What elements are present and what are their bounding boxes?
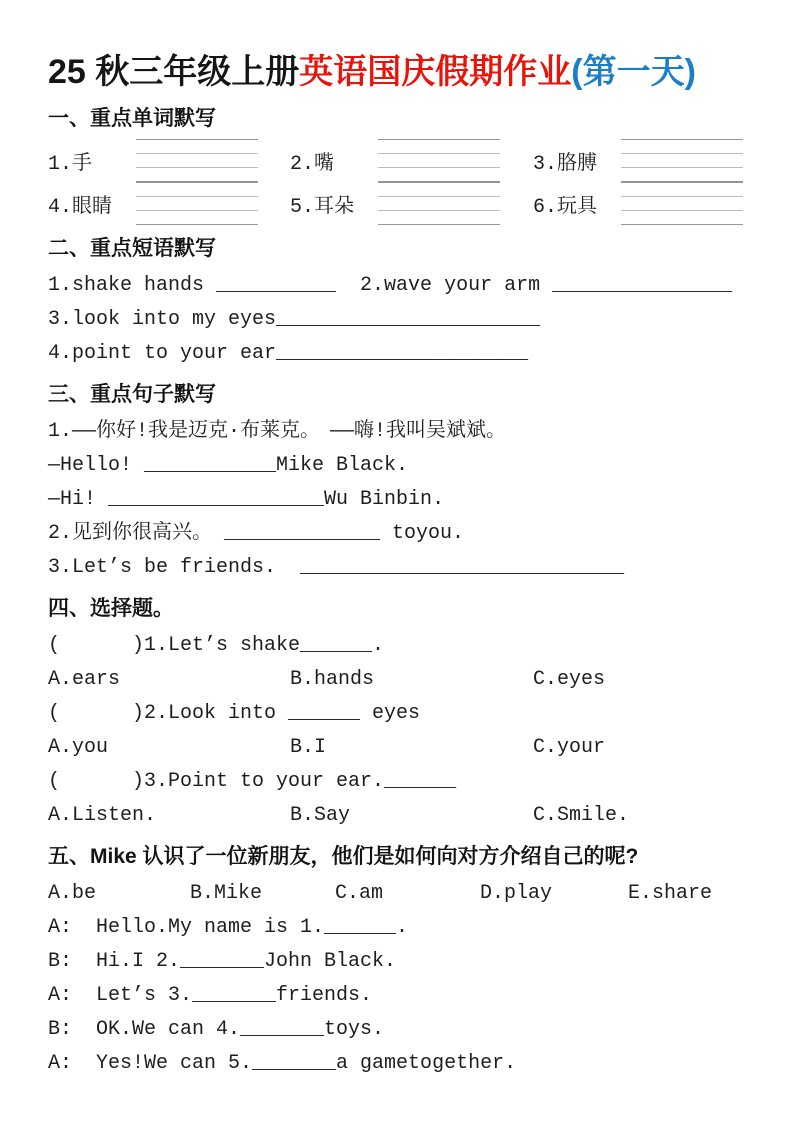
word-label: 1.手 <box>48 152 93 176</box>
option-b: B.I <box>290 736 327 759</box>
writing-guide-lines <box>621 182 743 225</box>
option-a: A.you <box>48 736 109 759</box>
option-b: B.hands <box>290 668 375 691</box>
section-choice-heading: 四、选择题。 <box>48 597 174 620</box>
option-b: B.Say <box>290 804 351 827</box>
writing-guide-lines <box>621 139 743 182</box>
phrase-line-1: 1.shake hands __________ 2.wave your arm _______________ <box>48 274 733 297</box>
section-sentences-heading: 三、重点句子默写 <box>48 383 216 406</box>
bank-item-c: C.am <box>335 882 384 905</box>
option-c: C.your <box>533 736 606 759</box>
word-label: 3.胳膊 <box>533 152 598 176</box>
section-phrases-heading: 二、重点短语默写 <box>48 237 216 260</box>
bank-item-a: A.be <box>48 882 97 905</box>
dialogue-line-1: A: Hello.My name is 1.______. <box>48 916 409 939</box>
choice-q1-options <box>48 663 743 697</box>
writing-guide-lines <box>378 182 500 225</box>
section-dialogue-heading: 五、Mike 认识了一位新朋友，他们是如何向对方介绍自己的呢? <box>48 845 639 868</box>
writing-guide-lines <box>378 139 500 182</box>
dialogue-line-3: A: Let’s 3._______friends. <box>48 984 373 1007</box>
words-grid <box>48 139 743 225</box>
phrase-line-3: 4.point to your ear_____________________ <box>48 342 529 365</box>
word-item-arm <box>533 139 743 182</box>
word-label: 5.耳朵 <box>290 195 355 219</box>
sentence-line-4: 2.见到你很高兴。 _____________ toyou. <box>48 522 465 545</box>
title-subject-part: 英语国庆假期作业 <box>299 53 572 91</box>
choice-q2-options <box>48 731 743 765</box>
word-item-toy <box>533 182 743 225</box>
choice-q3-stem: ( )3.Point to your ear.______ <box>48 770 457 793</box>
word-label: 4.眼睛 <box>48 195 113 219</box>
page-title <box>48 50 743 94</box>
choice-q1-stem: ( )1.Let’s shake______. <box>48 634 385 657</box>
word-bank-row <box>48 877 743 911</box>
bank-item-b: B.Mike <box>190 882 263 905</box>
option-c: C.Smile. <box>533 804 630 827</box>
choice-q3-options <box>48 799 743 833</box>
sentence-line-2: —Hello! ___________Mike Black. <box>48 454 409 477</box>
sentence-line-5: 3.Let’s be friends. ___________________________ <box>48 556 625 579</box>
writing-guide-lines <box>136 182 258 225</box>
title-grade-part: 25 秋三年级上册 <box>48 53 300 91</box>
title-day-part: (第一天) <box>571 53 696 91</box>
sentence-line-3: —Hi! __________________Wu Binbin. <box>48 488 445 511</box>
option-c: C.eyes <box>533 668 606 691</box>
word-item-hand <box>48 139 290 182</box>
word-label: 6.玩具 <box>533 195 598 219</box>
choice-q2-stem: ( )2.Look into ______ eyes <box>48 702 421 725</box>
bank-item-e: E.share <box>628 882 713 905</box>
dialogue-line-4: B: OK.We can 4._______toys. <box>48 1018 385 1041</box>
sentence-line-1: 1.——你好!我是迈克·布莱克。 ——嗨!我叫吴斌斌。 <box>48 420 507 443</box>
word-item-ear <box>290 182 533 225</box>
bank-item-d: D.play <box>480 882 553 905</box>
word-label: 2.嘴 <box>290 152 335 176</box>
dialogue-line-2: B: Hi.I 2._______John Black. <box>48 950 397 973</box>
section-words-heading: 一、重点单词默写 <box>48 107 216 130</box>
dialogue-line-5: A: Yes!We can 5._______a gametogether. <box>48 1052 517 1075</box>
writing-guide-lines <box>136 139 258 182</box>
word-item-mouth <box>290 139 533 182</box>
option-a: A.ears <box>48 668 121 691</box>
phrase-line-2: 3.look into my eyes______________________ <box>48 308 541 331</box>
word-item-eye <box>48 182 290 225</box>
option-a: A.Listen. <box>48 804 157 827</box>
